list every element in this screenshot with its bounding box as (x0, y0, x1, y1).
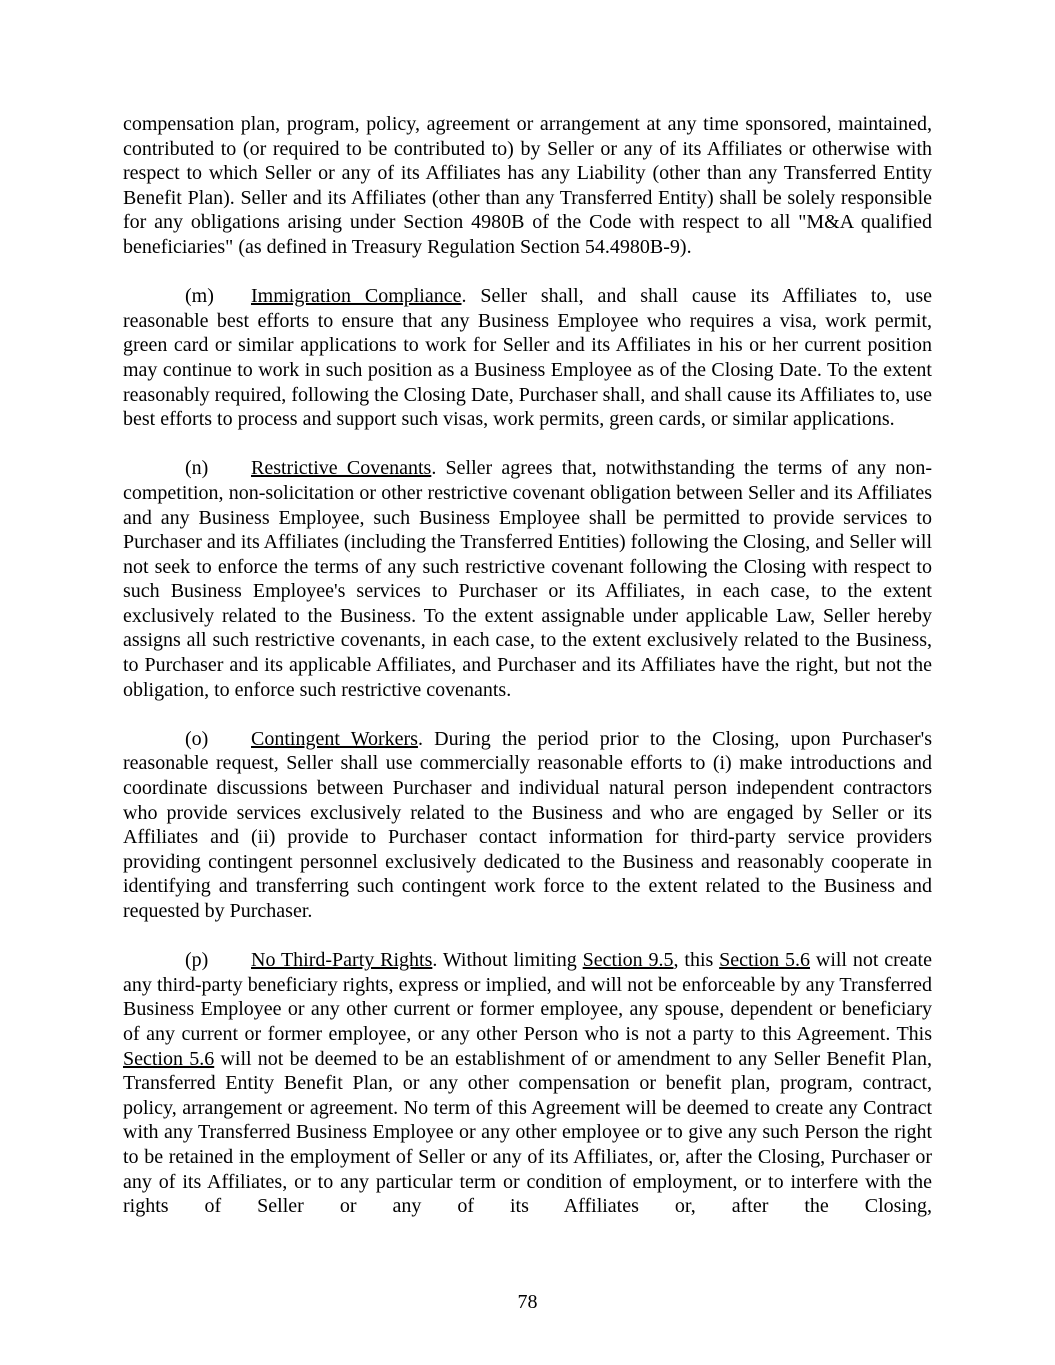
page-number: 78 (517, 1291, 538, 1314)
paragraph (123, 727, 932, 924)
text-run: . During the period prior to the Closing, upon Purchaser's reasonable request, Seller shall use commercially reasonable efforts to (i) make introductions and coordinate discussions between Purchaser and individual natural person independent contractors who provide services exclusively related to the Business and who are engaged by Seller or its Affiliates and (ii) provide to Purchaser contact information for third-party service providers providing contingent personnel exclusively dedicated to the Business and reasonably cooperate in identifying and transferring such contingent work force to the extent related to the Business and requested by Purchaser. (123, 727, 932, 922)
text-run: . Seller agrees that, notwithstanding the terms of any non-competition, non-solicitation or other restrictive covenant obligation between Seller and its Affiliates and any Business Employee, such Business Employee shall be permitted to provide services to Purchaser and its Affiliates (including the Transferred Entities) following the Closing, and Seller will not seek to enforce the terms of any such restrictive covenant following the Closing with respect to such Business Employee's services to Purchaser or its Affiliates, in each case, to the extent exclusively related to the Business. To the extent assignable under applicable Law, Seller hereby assigns all such restrictive covenants, in each case, to the extent exclusively related to the Business, to Purchaser and its applicable Affiliates, and Purchaser and its Affiliates have the right, but not the obligation, to enforce such restrictive covenants. (123, 457, 933, 701)
underlined-text: Section 5.6 (123, 1047, 215, 1070)
text-run: . Without limiting (432, 949, 583, 972)
paragraph-label: (p) (185, 949, 209, 972)
text-run: , this (673, 949, 720, 972)
paragraph-label: (m) (185, 285, 214, 308)
text-run: . Seller shall, and shall cause its Affiliates to, use reasonable best efforts to ensure that any Business Employee who requires a visa, work permit, green card or similar applications to work for Seller and its Affiliates in his or her current position may continue to work in such position as a Business Employee as of the Closing Date. To the extent reasonably required, following the Closing Date, Purchaser shall, and shall cause its Affiliates to, use best efforts to process and support such visas, work permits, green cards, or similar applications. (123, 285, 932, 431)
paragraph (123, 948, 932, 1219)
underlined-text: Restrictive Covenants (251, 457, 432, 480)
text-run: will not create any third-party beneficiary rights, express or implied, and will not be enforceable by any Transferred Business Employee or any other current or former employee, any spouse, dependent or beneficiary of any current or former employee, or any other Person who is not a party to this Agreement. This (123, 949, 932, 1045)
underlined-text: Section 5.6 (719, 949, 811, 972)
paragraph (123, 284, 932, 432)
underlined-text: Section 9.5 (582, 949, 674, 972)
paragraph-label: (n) (185, 457, 209, 480)
underlined-text: Contingent Workers (251, 727, 418, 750)
underlined-text: Immigration Compliance (251, 285, 462, 308)
paragraph (123, 456, 932, 702)
text-run: compensation plan, program, policy, agreement or arrangement at any time sponsored, maintained, contributed to (or required to be contributed to) by Seller or any of its Affiliates or otherwise with respect to which Seller or any of its Affiliates has any Liability (other than any Transferred Entity Benefit Plan). Seller and its Affiliates (other than any Transferred Entity) shall be solely responsible for any obligations arising under Section 4980B of the Code with respect to all "M&A qualified beneficiaries" (as defined in Treasury Regulation Section 54.4980B-9). (123, 113, 932, 258)
underlined-text: No Third-Party Rights (251, 949, 433, 972)
paragraph (123, 112, 932, 260)
text-run: will not be deemed to be an establishment of or amendment to any Seller Benefit Plan, Transferred Entity Benefit Plan, or any other compensation or benefit plan, program, contract, policy, arrangement or agreement. No term of this Agreement will be deemed to create any Contract with any Transferred Business Employee or any other employee or to give any such Person the right to be retained in the employment of Seller or any of its Affiliates, or, after the Closing, Purchaser or any of its Affiliates, or to any particular term or condition of employment, or to interfere with the rights of Seller or any of its Affiliates or, after the Closing, (123, 1047, 932, 1218)
paragraph-label: (o) (185, 727, 209, 750)
document-body (123, 112, 932, 1280)
